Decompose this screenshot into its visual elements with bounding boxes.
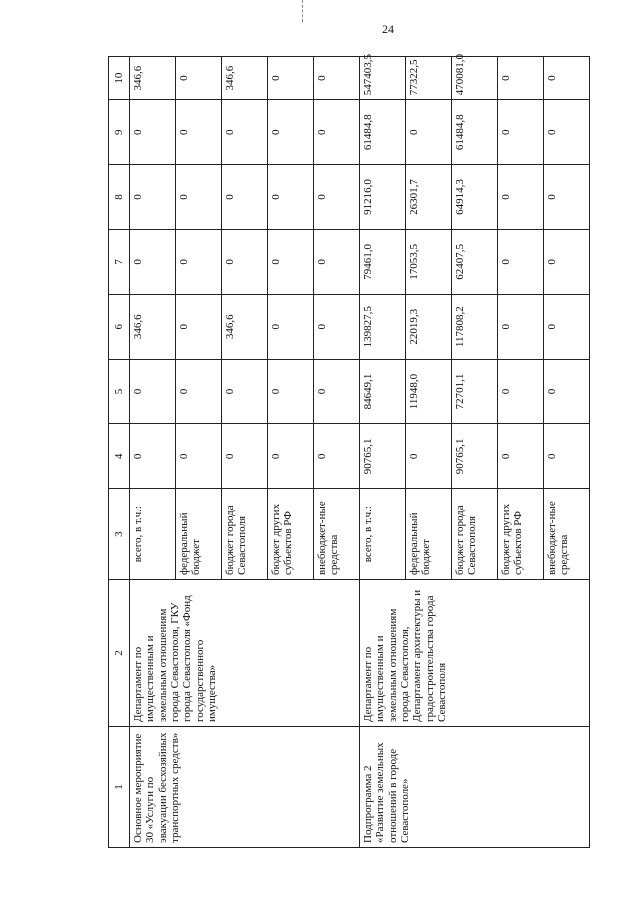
col-header-8: 8 <box>109 165 130 230</box>
value-cell: 0 <box>222 165 268 230</box>
col-header-10: 10 <box>109 57 130 100</box>
value-cell: 0 <box>498 57 544 100</box>
value-cell: 91216,0 <box>360 165 406 230</box>
value-cell: 346,6 <box>222 57 268 100</box>
value-cell: 0 <box>268 100 314 165</box>
funding-source: бюджет других субъектов РФ <box>498 489 544 580</box>
value-cell: 0 <box>176 165 222 230</box>
value-cell: 0 <box>314 57 360 100</box>
value-cell: 0 <box>314 100 360 165</box>
value-cell: 11948,0 <box>406 359 452 424</box>
value-cell: 0 <box>176 424 222 489</box>
value-cell: 0 <box>498 229 544 294</box>
value-cell: 0 <box>222 229 268 294</box>
value-cell: 0 <box>314 294 360 359</box>
funding-source: бюджет других субъектов РФ <box>268 489 314 580</box>
funding-source: федеральный бюджет <box>406 489 452 580</box>
value-cell: 117808,2 <box>452 294 498 359</box>
value-cell: 61484,8 <box>452 100 498 165</box>
value-cell: 0 <box>314 229 360 294</box>
value-cell: 346,6 <box>130 294 176 359</box>
value-cell: 62407,5 <box>452 229 498 294</box>
binding-mark <box>302 0 304 22</box>
table-row <box>360 57 406 848</box>
value-cell: 0 <box>268 165 314 230</box>
executor: Департамент по имущественным и земельным отношениям города Севастополя, Департамент архитектуры и градостроительства города Севастополя <box>360 580 590 727</box>
value-cell: 0 <box>176 359 222 424</box>
value-cell: 0 <box>130 424 176 489</box>
value-cell: 0 <box>544 57 590 100</box>
value-cell: 346,6 <box>222 294 268 359</box>
value-cell: 0 <box>498 100 544 165</box>
value-cell: 0 <box>314 359 360 424</box>
value-cell: 0 <box>222 424 268 489</box>
value-cell: 0 <box>544 294 590 359</box>
value-cell: 0 <box>498 424 544 489</box>
header-row <box>109 57 130 848</box>
value-cell: 0 <box>176 100 222 165</box>
value-cell: 17053,5 <box>406 229 452 294</box>
value-cell: 0 <box>314 424 360 489</box>
value-cell: 0 <box>130 229 176 294</box>
value-cell: 0 <box>314 165 360 230</box>
value-cell: 0 <box>130 165 176 230</box>
value-cell: 90765,1 <box>452 424 498 489</box>
funding-source: федеральный бюджет <box>176 489 222 580</box>
value-cell: 0 <box>130 100 176 165</box>
col-header-6: 6 <box>109 294 130 359</box>
value-cell: 90765,1 <box>360 424 406 489</box>
funding-source: всего, в т.ч.: <box>360 489 406 580</box>
value-cell: 139827,5 <box>360 294 406 359</box>
col-header-4: 4 <box>109 424 130 489</box>
value-cell: 0 <box>406 424 452 489</box>
funding-source: внебюджет-ные средства <box>314 489 360 580</box>
value-cell: 0 <box>268 424 314 489</box>
value-cell: 22019,3 <box>406 294 452 359</box>
value-cell: 0 <box>498 294 544 359</box>
value-cell: 470081,0 <box>452 57 498 100</box>
value-cell: 0 <box>268 229 314 294</box>
col-header-3: 3 <box>109 489 130 580</box>
value-cell: 0 <box>176 229 222 294</box>
funding-source: бюджет города Севастополя <box>452 489 498 580</box>
funding-source: внебюджет-ные средства <box>544 489 590 580</box>
value-cell: 79461,0 <box>360 229 406 294</box>
value-cell: 0 <box>544 165 590 230</box>
value-cell: 0 <box>498 359 544 424</box>
value-cell: 547403,5 <box>360 57 406 100</box>
value-cell: 0 <box>222 100 268 165</box>
value-cell: 0 <box>268 57 314 100</box>
value-cell: 0 <box>130 359 176 424</box>
col-header-1: 1 <box>109 726 130 847</box>
value-cell: 77322,5 <box>406 57 452 100</box>
program-name: Подпрограмма 2 «Развитие земельных отношений в городе Севастополе» <box>360 726 590 847</box>
value-cell: 0 <box>544 100 590 165</box>
col-header-9: 9 <box>109 100 130 165</box>
value-cell: 0 <box>544 229 590 294</box>
value-cell: 346,6 <box>130 57 176 100</box>
funding-source: бюджет города Севастополя <box>222 489 268 580</box>
value-cell: 0 <box>544 424 590 489</box>
value-cell: 26301,7 <box>406 165 452 230</box>
value-cell: 64914,3 <box>452 165 498 230</box>
funding-source: всего, в т.ч.: <box>130 489 176 580</box>
value-cell: 0 <box>176 57 222 100</box>
value-cell: 72701,1 <box>452 359 498 424</box>
value-cell: 0 <box>268 294 314 359</box>
col-header-7: 7 <box>109 229 130 294</box>
value-cell: 0 <box>406 100 452 165</box>
col-header-5: 5 <box>109 359 130 424</box>
value-cell: 61484,8 <box>360 100 406 165</box>
value-cell: 84649,1 <box>360 359 406 424</box>
program-name: Основное мероприятие 30 «Услуги по эвакуации бесхозяйных транспортных средств» <box>130 726 360 847</box>
value-cell: 0 <box>544 359 590 424</box>
value-cell: 0 <box>268 359 314 424</box>
value-cell: 0 <box>498 165 544 230</box>
table-row <box>130 57 176 848</box>
value-cell: 0 <box>176 294 222 359</box>
page-number: 24 <box>382 22 394 36</box>
budget-table <box>108 56 590 848</box>
col-header-2: 2 <box>109 580 130 727</box>
value-cell: 0 <box>222 359 268 424</box>
rotated-table-wrapper <box>108 56 590 848</box>
executor: Департамент по имущественным и земельным отношениям города Севастополя, ГКУ города Севастополя «Фонд государственного имущества» <box>130 580 360 727</box>
